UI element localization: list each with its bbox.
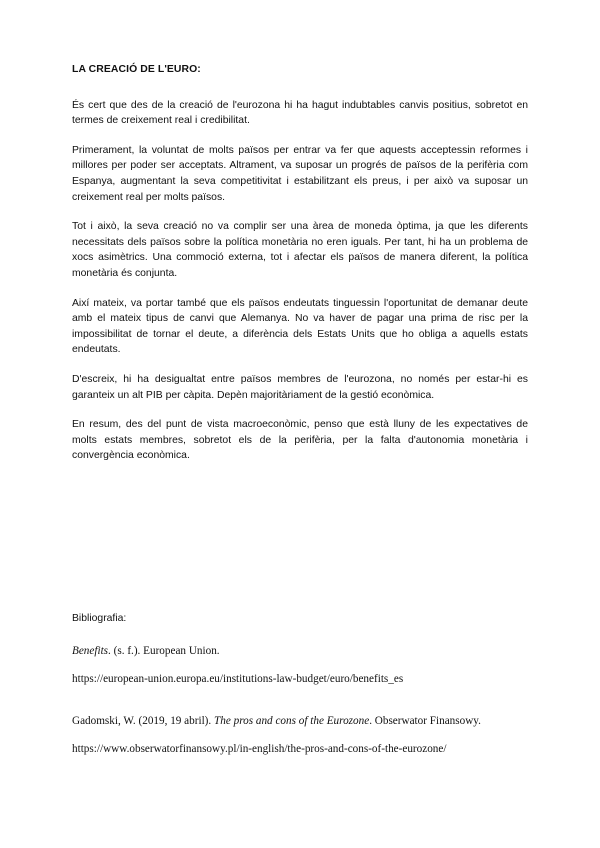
bibliography-heading: Bibliografia: (72, 613, 127, 624)
bibliography-url: https://european-union.europa.eu/institutions-law-budget/euro/benefits_es (72, 673, 404, 685)
essay-title: LA CREACIÓ DE L'EURO: (72, 64, 201, 75)
bibliography-entry-author: Gadomski, W. (2019, 19 abril). (72, 715, 215, 727)
paragraph: Primerament, la voluntat de molts països per entrar va fer que aquests acceptessin reformes i millores per poder ser acceptats. Altrament, va suposar un progrés de països de la perifèria com Espanya, augmentant la seva competitivitat i estabilitzant els preus, i per això va suposar un creixement real per molts països. (72, 144, 528, 203)
bibliography-entry (72, 714, 481, 728)
bibliography-entry-title: The pros and cons of the Eurozone (214, 715, 370, 727)
bibliography-entry-title: Benefits (72, 645, 109, 657)
paragraph: D'escreix, hi ha desigualtat entre països membres de l'eurozona, no només per estar-hi es garanteix un alt PIB per càpita. Depèn majoritàriament de la gestió econòmica. (72, 373, 528, 401)
essay-body (72, 62, 528, 478)
paragraph: Així mateix, va portar també que els països endeutats tinguessin l'oportunitat de demanar deute amb el mateix tipus de canvi que Alemanya. No va haver de pagar una prima de risc per la impossibilitat de tornar el deute, a diferència dels Estats Units que ho obliga a aquells estats endeutats. (72, 297, 528, 356)
bibliography-url: https://www.obserwatorfinansowy.pl/in-english/the-pros-and-cons-of-the-eurozone/ (72, 743, 447, 755)
bibliography-entry-details: . (s. f.). European Union. (108, 645, 220, 657)
paragraph: Tot i això, la seva creació no va complir ser una àrea de moneda òptima, ja que les diferents necessitats dels països sobre la política monetària no eren iguals. Per tant, hi ha un problema de xocs asimètrics. Una commoció externa, tot i afectar els països de manera diferent, la política monetària és conjunta. (72, 221, 528, 279)
bibliography-entry (72, 644, 220, 658)
bibliography-entry-details: . Obserwator Finansowy. (369, 715, 481, 727)
paragraph: És cert que des de la creació de l'eurozona hi ha hagut indubtables canvis positius, sobretot en termes de creixement real i credibilitat. (72, 99, 528, 127)
paragraph: En resum, des del punt de vista macroeconòmic, penso que està lluny de les expectatives de molts estats membres, sobretot els de la perifèria, per la falta d'autonomia monetària i convergència econòmica. (72, 419, 528, 462)
bibliography-section (72, 612, 528, 755)
